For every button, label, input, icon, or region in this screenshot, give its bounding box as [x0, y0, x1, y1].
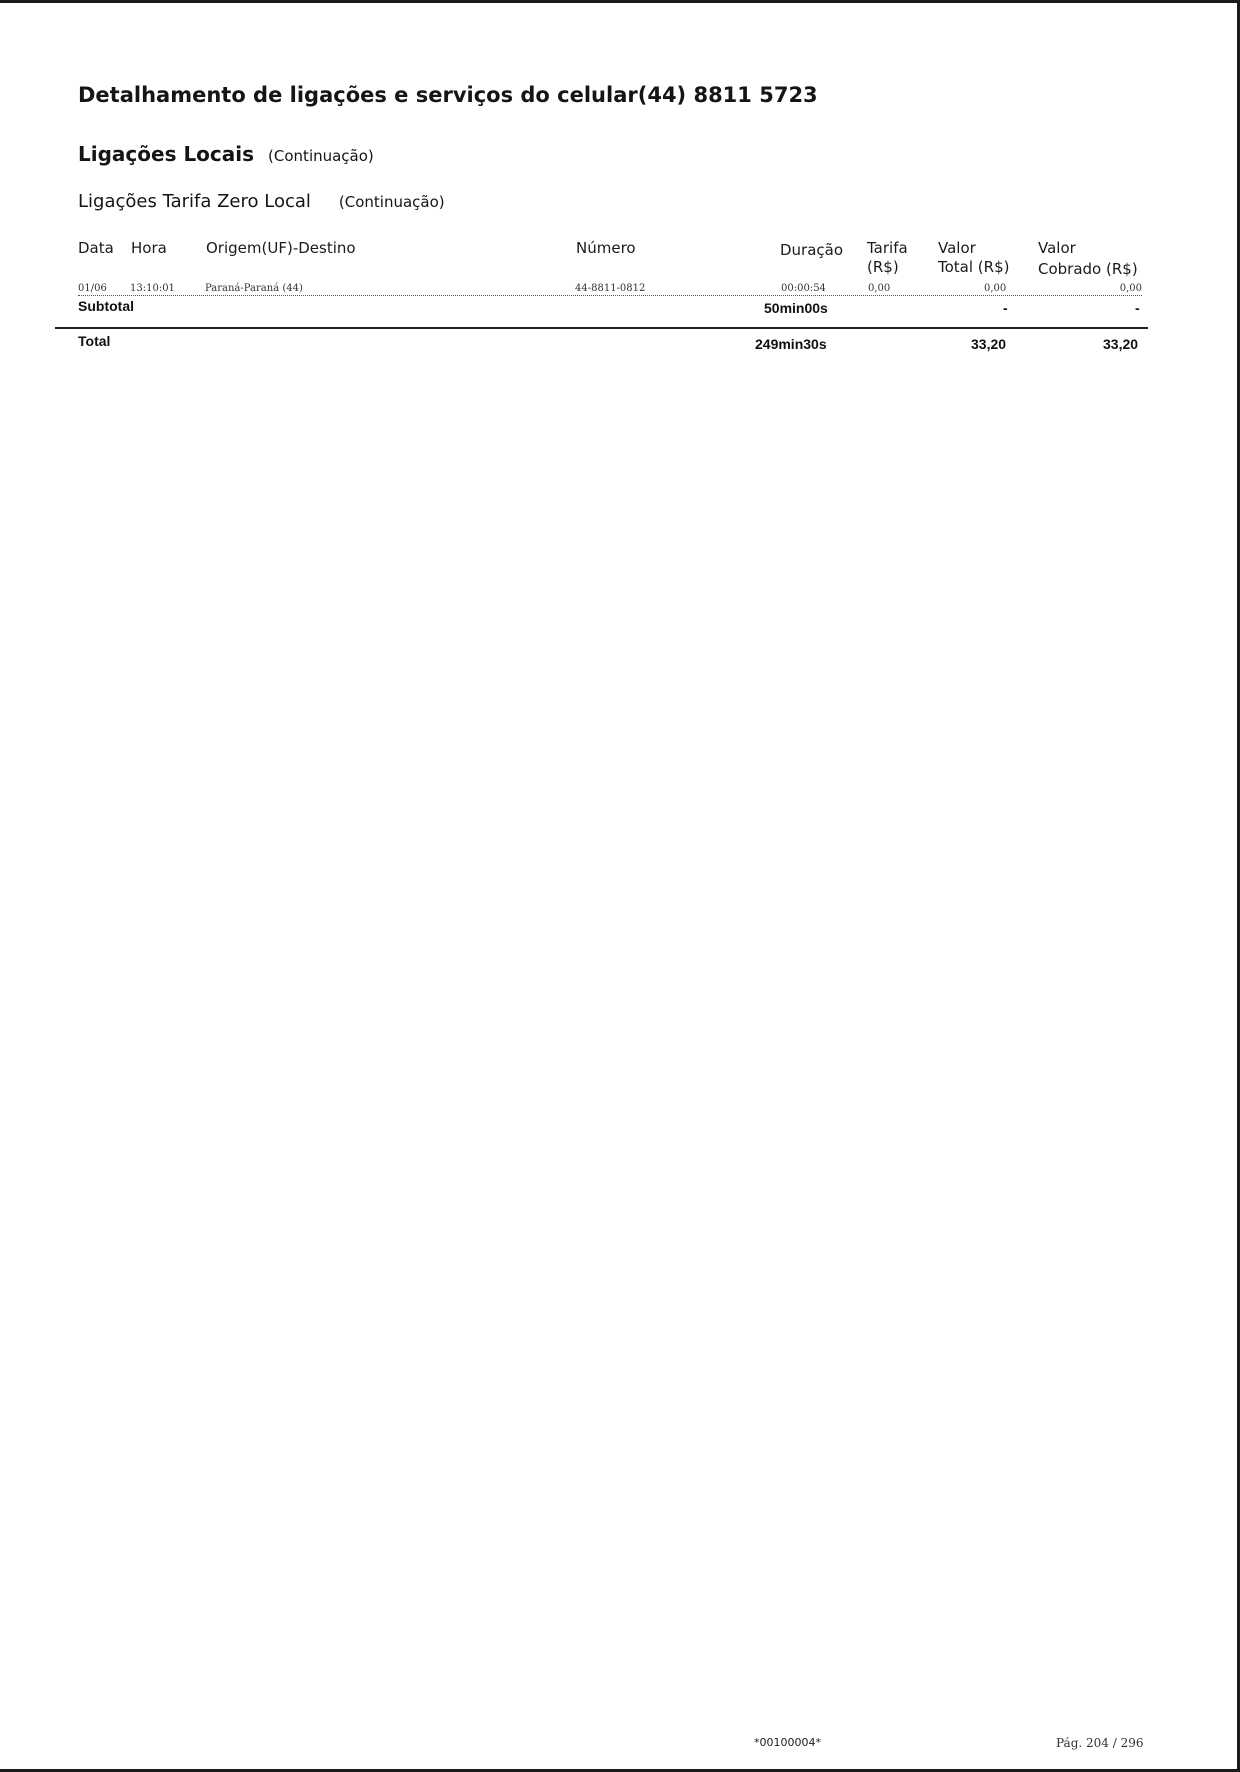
subsection-heading	[78, 191, 445, 212]
cell-hora: 13:10:01	[130, 283, 178, 294]
column-header-origem-destino: Origem(UF)-Destino	[206, 239, 356, 257]
total-duracao: 249min30s	[755, 336, 827, 352]
table-row	[78, 279, 1142, 296]
cell-numero: 44-8811-0812	[575, 283, 648, 294]
subsection-continuation: (Continuação)	[338, 193, 445, 211]
subtotal-duracao: 50min00s	[764, 300, 828, 316]
subtotal-valor-total: -	[1003, 300, 1008, 316]
column-header-tarifa-line1: Tarifa	[867, 239, 908, 257]
total-valor-total: 33,20	[971, 336, 1007, 352]
column-header-tarifa	[867, 239, 908, 277]
total-divider	[55, 327, 1148, 329]
column-header-tarifa-line2: (R$)	[867, 258, 899, 276]
column-header-valor-cobrado-line1: Valor	[1038, 239, 1076, 257]
section-heading	[78, 142, 374, 166]
cell-duracao: 00:00:54	[781, 283, 829, 294]
column-header-valor-total-line2: Total (R$)	[938, 258, 1010, 276]
section-label: Ligações Locais	[78, 142, 255, 166]
document-title: Detalhamento de ligações e serviços do celular(44) 8811 5723	[78, 83, 818, 107]
column-header-valor-cobrado-line2: Cobrado (R$)	[1038, 260, 1138, 278]
column-header-valor-total-line1: Valor	[938, 239, 976, 257]
column-header-valor-cobrado	[1038, 239, 1138, 279]
column-header-hora: Hora	[131, 239, 167, 257]
subtotal-valor-cobrado: -	[1135, 300, 1140, 316]
section-continuation: (Continuação)	[268, 147, 374, 165]
total-valor-cobrado: 33,20	[1103, 336, 1139, 352]
cell-origem-destino: Paraná-Paraná (44)	[205, 283, 306, 294]
column-header-duracao: Duração	[780, 241, 844, 259]
cell-tarifa: 0,00	[868, 283, 893, 294]
cell-valor-cobrado: 0,00	[1117, 283, 1142, 294]
total-label: Total	[78, 333, 111, 349]
footer-document-code: *00100004*	[754, 1736, 821, 1749]
column-header-valor-total	[938, 239, 1009, 277]
column-header-data: Data	[78, 239, 114, 257]
column-header-numero: Número	[576, 239, 636, 257]
subtotal-label: Subtotal	[78, 298, 134, 314]
subsection-label: Ligações Tarifa Zero Local	[78, 191, 311, 212]
cell-valor-total: 0,00	[984, 283, 1009, 294]
cell-data: 01/06	[78, 283, 110, 294]
footer-page-number: Pág. 204 / 296	[1056, 1736, 1144, 1750]
